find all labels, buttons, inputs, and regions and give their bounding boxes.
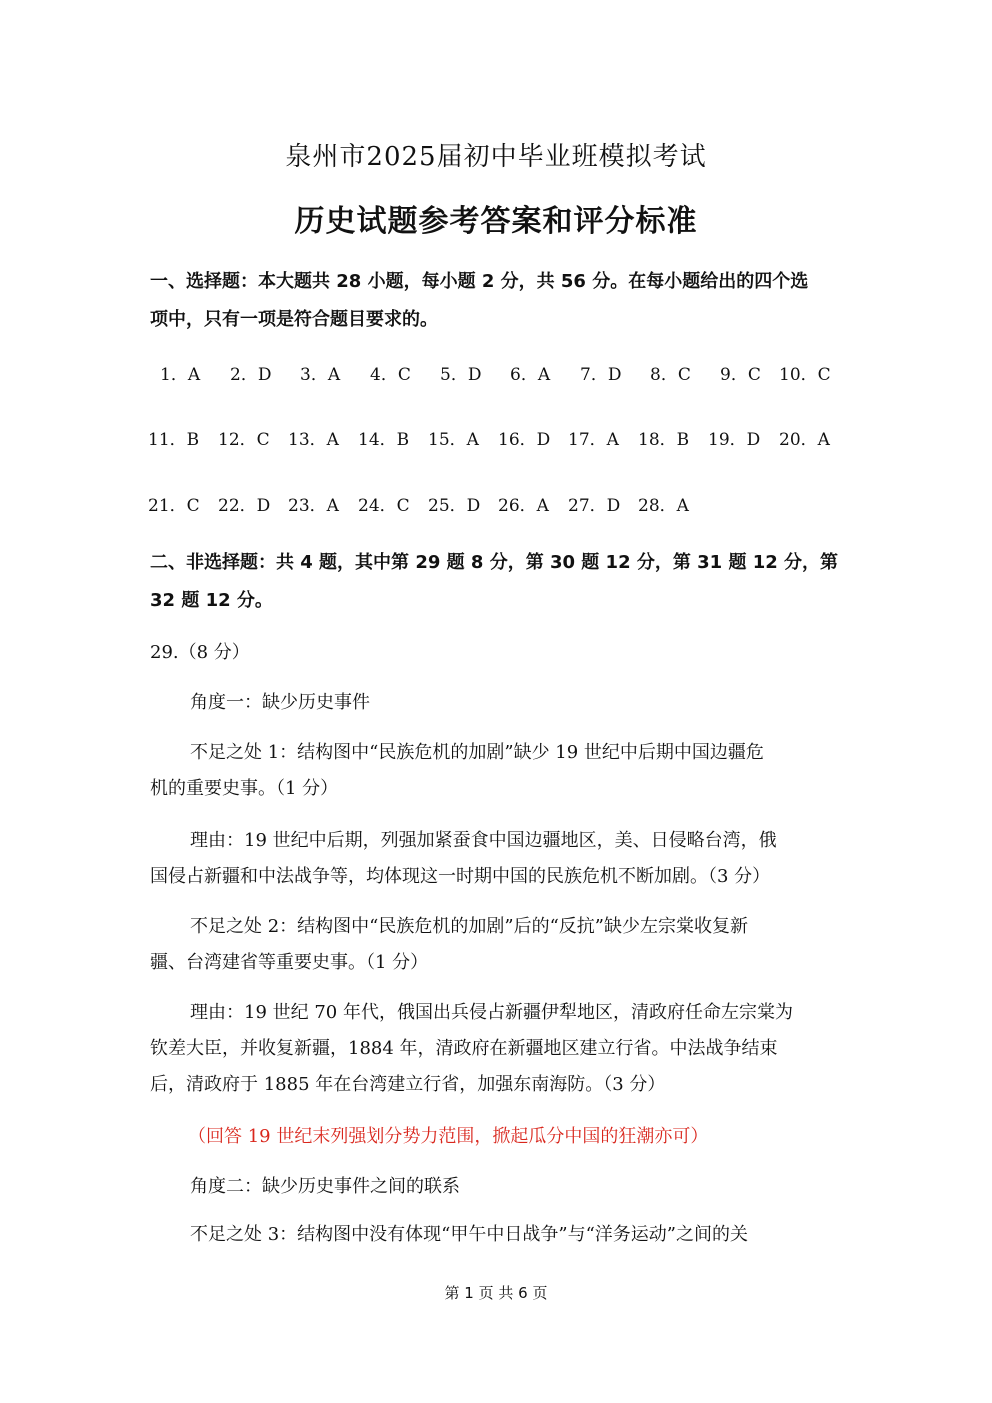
section-open-questions-heading [150, 544, 850, 620]
paragraph-line: 国侵占新疆和中法战争等，均体现这一时期中国的民族危机不断加剧。（3 分） [150, 866, 771, 887]
page-footer: 第 1 页 共 6 页 [444, 1284, 548, 1302]
answer-item: 26．A [498, 496, 549, 516]
paragraph-line: 钦差大臣，并收复新疆，1884 年，清政府在新疆地区建立行省。中法战争结束 [150, 1038, 778, 1059]
answer-item: 15．A [428, 430, 479, 450]
exam-title: 泉州市2025届初中毕业班模拟考试 [285, 142, 707, 172]
answer-item: 2．D [230, 365, 272, 385]
answer-item: 19．D [708, 430, 761, 450]
paragraph-line: 机的重要史事。（1 分） [150, 778, 339, 799]
paragraph-line: 理由：19 世纪中后期，列强加紧蚕食中国边疆地区，美、日侵略台湾，俄 [190, 830, 777, 851]
paragraph-line: 不足之处 2：结构图中“民族危机的加剧”后的“反抗”缺少左宗棠收复新 [190, 916, 748, 937]
answer-item: 1．A [160, 365, 201, 385]
answer-item: 16．D [498, 430, 551, 450]
section-heading-line: 二、非选择题：共 4 题，其中第 29 题 8 分，第 30 题 12 分，第 31 题 12 分，第 [150, 552, 839, 573]
section-heading-line: 一、选择题：本大题共 28 小题，每小题 2 分，共 56 分。在每小题给出的四个选 [150, 271, 809, 292]
paragraph-line: 疆、台湾建省等重要史事。（1 分） [150, 952, 429, 973]
answer-item: 22．D [218, 496, 271, 516]
answer-item: 10．C [779, 365, 831, 385]
section-heading-line: 项中，只有一项是符合题目要求的。 [150, 309, 438, 330]
answer-item: 23．A [288, 496, 339, 516]
answer-item: 24．C [358, 496, 410, 516]
answer-item: 18．B [638, 430, 690, 450]
document-subtitle: 历史试题参考答案和评分标准 [294, 204, 698, 239]
answer-item: 8．C [650, 365, 691, 385]
angle-heading: 角度二：缺少历史事件之间的联系 [190, 1176, 460, 1197]
answer-item: 7．D [580, 365, 622, 385]
answer-item: 6．A [510, 365, 551, 385]
answer-item: 5．D [440, 365, 482, 385]
paragraph-line: 不足之处 1：结构图中“民族危机的加剧”缺少 19 世纪中后期中国边疆危 [190, 742, 764, 763]
answer-item: 4．C [370, 365, 411, 385]
answer-item: 21．C [148, 496, 200, 516]
paragraph-line: 后，清政府于 1885 年在台湾建立行省，加强东南海防。（3 分） [150, 1074, 666, 1095]
paragraph-line: 不足之处 3：结构图中没有体现“甲午中日战争”与“洋务运动”之间的关 [190, 1224, 748, 1245]
answer-item: 14．B [358, 430, 410, 450]
answer-item: 12．C [218, 430, 270, 450]
answer-item: 13．A [288, 430, 339, 450]
paragraph-line: 理由：19 世纪 70 年代，俄国出兵侵占新疆伊犁地区，清政府任命左宗棠为 [190, 1002, 793, 1023]
answer-item: 25．D [428, 496, 481, 516]
answer-item: 27．D [568, 496, 621, 516]
section-multiple-choice-heading [150, 263, 850, 339]
answer-item: 17．A [568, 430, 619, 450]
answer-item: 20．A [779, 430, 830, 450]
angle-heading: 角度一：缺少历史事件 [190, 692, 370, 713]
answer-item: 11．B [148, 430, 200, 450]
answer-item: 3．A [300, 365, 341, 385]
question-29-heading: 29.（8 分） [150, 642, 250, 663]
answer-item: 28．A [638, 496, 689, 516]
answer-item: 9．C [720, 365, 761, 385]
alternative-answer-note: （回答 19 世纪末列强划分势力范围，掀起瓜分中国的狂潮亦可） [188, 1126, 709, 1147]
section-heading-line: 32 题 12 分。 [150, 590, 273, 611]
